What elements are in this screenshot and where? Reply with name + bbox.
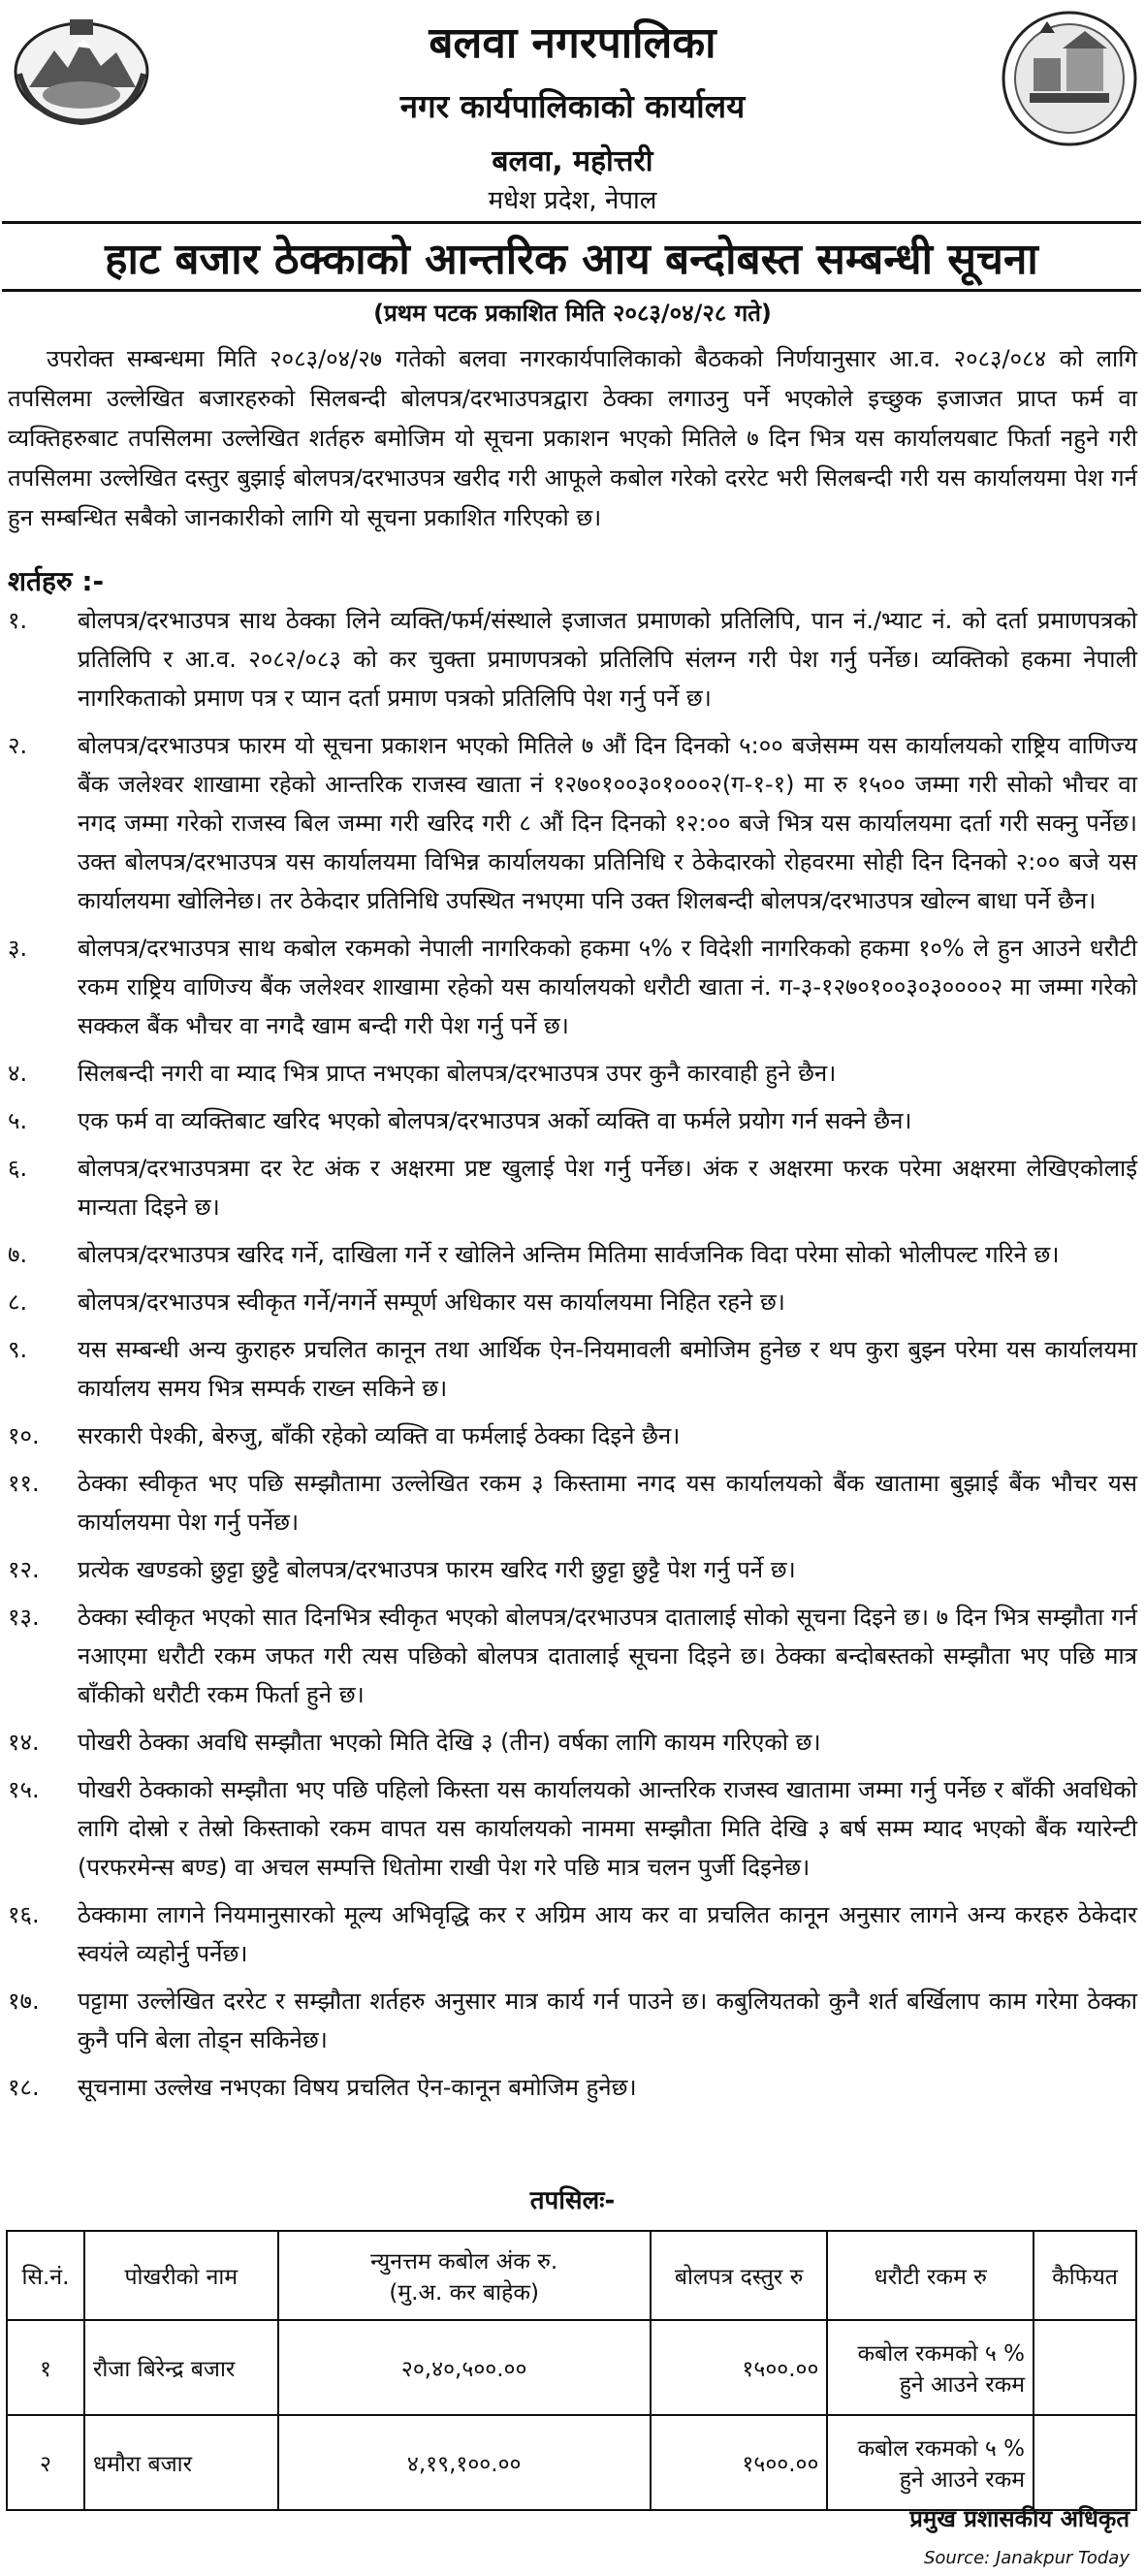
condition-number: २.: [8, 732, 28, 759]
condition-number: ५.: [8, 1107, 28, 1134]
condition-number: १८.: [8, 2074, 40, 2101]
condition-number: ९.: [8, 1336, 28, 1363]
publication-date: (प्रथम पटक प्रकाशित मिति २०८३/०४/२८ गते): [373, 300, 772, 327]
condition-text: बोलपत्र/दरभाउपत्र खरिद गर्ने, दाखिला गर्ने र खोलिने अन्तिम मितिमा सार्वजनिक विदा परेमा सोको भोलीपल्ट गरिने छ।: [78, 1241, 1060, 1268]
source-credit: Source: Janakpur Today: [923, 2548, 1129, 2568]
condition-number: ११.: [8, 1470, 40, 1497]
condition-item: [8, 1723, 1137, 1762]
condition-number: ३.: [8, 935, 28, 962]
condition-text: बोलपत्र/दरभाउपत्र साथ कबोल रकमको नेपाली नागरिकको हकमा ५% र विदेशी नागरिकको हकमा १०% ले हुन आउने धरौटी रकम राष्ट्रिय वाणिज्य बैंक जलेश्वर शाखामा रहेको यस कार्यालयको धरौटी खाता नं. ग-३-१२७०१००३०३००००२ मा जम्मा गरेको सक्कल बैंक भौचर वा नगदै खाम बन्दी गरी पेश गर्नु पर्ने छ।: [78, 935, 1137, 1039]
condition-text: सिलबन्दी नगरी वा म्याद भित्र प्राप्त नभएका बोलपत्र/दरभाउपत्र उपर कुनै कारवाही हुने छैन।: [78, 1060, 837, 1087]
condition-number: १४.: [8, 1729, 40, 1756]
condition-item: [8, 601, 1137, 717]
condition-text: सरकारी पेश्की, बेरुजु, बाँकी रहेको व्यक्ति वा फर्मलाई ठेक्का दिइने छैन।: [78, 1422, 681, 1449]
conditions-list: [8, 601, 1137, 2115]
condition-number: १०.: [8, 1422, 40, 1449]
schedule-heading: तपसिलः-: [529, 2186, 616, 2215]
cell-deposit: कबोल रकमको ५ % हुने आउने रकम: [827, 2415, 1034, 2510]
notice-title-text: हाट बजार ठेक्काको आन्तरिक आय बन्दोबस्त सम्बन्धी सूचना: [105, 234, 1038, 284]
condition-item: [8, 1464, 1137, 1542]
municipality-name: बलवा नगरपालिका: [429, 18, 716, 68]
cell-name: रौजा बिरेन्द्र बजार: [84, 2320, 278, 2415]
schedule-table: [6, 2230, 1137, 2511]
condition-text: एक फर्म वा व्यक्तिबाट खरिद भएको बोलपत्र/दरभाउपत्र अर्को व्यक्ति वा फर्मले प्रयोग गर्न सक्ने छैन।: [78, 1107, 912, 1134]
condition-text: पोखरी ठेक्काको सम्झौता भए पछि पहिलो किस्ता यस कार्यालयको आन्तरिक राजस्व खातामा जम्मा गर्नु पर्नेछ र बाँकी अवधिको लागि दोस्रो र तेस्रो किस्ताको रकम वापत यस कार्यालयको नाममा सम्झौता मिति देखि ३ बर्ष सम्म म्याद भएको बैंक ग्यारेन्टी (परफरमेन्स बण्ड) वा अचल सम्पत्ति धितोमा राखी पेश गरे पछि मात्र चलन पुर्जी दिइनेछ।: [78, 1776, 1137, 1881]
col-name: पोखरीको नाम: [84, 2231, 278, 2320]
condition-text: बोलपत्र/दरभाउपत्र फारम यो सूचना प्रकाशन भएको मितिले ७ औं दिन दिनको ५:०० बजेसम्म यस कार्यालयको राष्ट्रिय वाणिज्य बैंक जलेश्वर शाखामा रहेको आन्तरिक राजस्व खाता नं १२७०१००३०१०००२(ग-१-१) मा रु १५०० जम्मा गरी सोको भौचर वा नगद जम्मा गरेको राजस्व बिल जम्मा गरी खरिद गरी ८ औं दिन दिनको १२:०० बजे भित्र यस कार्यालयमा दर्ता गरी सक्नु पर्नेछ। उक्त बोलपत्र/दरभाउपत्र यस कार्यालयमा विभिन्न कार्यालयका प्रतिनिधि र ठेकेदारको रोहवरमा सोही दिन दिनको २:०० बजे यस कार्यालयमा खोलिनेछ। तर ठेकेदार प्रतिनिधि उपस्थित नभएमा पनि उक्त शिलबन्दी बोलपत्र/दरभाउपत्र खोल्न बाधा पर्ने छैन।: [78, 732, 1137, 914]
cell-fee: १५००.००: [651, 2320, 828, 2415]
condition-item: [8, 1598, 1137, 1714]
cell-fee: १५००.००: [651, 2415, 828, 2510]
col-min-bid-line2: (मु.अ. कर बाहेक): [389, 2280, 539, 2306]
cell-remarks: [1034, 2320, 1136, 2415]
condition-item: [8, 1101, 1137, 1140]
condition-number: १२.: [8, 1556, 40, 1583]
col-fee: बोलपत्र दस्तुर रु: [651, 2231, 828, 2320]
table-header-row: [7, 2231, 1136, 2320]
condition-text: पट्टामा उल्लेखित दररेट र सम्झौता शर्तहरु अनुसार मात्र कार्य गर्न पाउने छ। कबुलियतको कुनै शर्त बर्खिलाप काम गरेमा ठेक्का कुनै पनि बेला तोड्न सकिनेछ।: [78, 1988, 1137, 2053]
condition-text: प्रत्येक खण्डको छुट्टा छुट्टै बोलपत्र/दरभाउपत्र फारम खरिद गरी छुट्टा छुट्टै पेश गर्नु पर्ने छ।: [78, 1556, 796, 1583]
cell-min-bid: ४,१९,१००.००: [278, 2415, 651, 2510]
col-min-bid: [278, 2231, 651, 2320]
condition-item: [8, 1149, 1137, 1226]
condition-item: [8, 1416, 1137, 1455]
condition-item: [8, 1770, 1137, 1887]
office-name: नगर कार्यपालिकाको कार्यालय: [399, 87, 746, 125]
table-row: [7, 2415, 1136, 2510]
province-line: मधेश प्रदेश, नेपाल: [488, 186, 657, 215]
condition-item: [8, 2068, 1137, 2107]
table-row: [7, 2320, 1136, 2415]
cell-min-bid: २०,४०,५००.००: [278, 2320, 651, 2415]
col-remarks: कैफियत: [1034, 2231, 1136, 2320]
condition-item: [8, 1283, 1137, 1321]
condition-text: ठेक्का स्वीकृत भए पछि सम्झौतामा उल्लेखित रकम ३ किस्तामा नगद यस कार्यालयको बैंक खातामा बुझाई बैंक भौचर यस कार्यालयमा पेश गर्नु पर्नेछ।: [78, 1470, 1137, 1536]
municipality-logo-icon: [1001, 10, 1138, 147]
notice-title: [2, 221, 1141, 292]
intro-paragraph: उपरोक्त सम्बन्धमा मिति २०८३/०४/२७ गतेको बलवा नगरकार्यपालिकाको बैठकको निर्णयानुसार आ.व. २०८३/०८४ को लागि तपसिलमा उल्लेखित बजारहरुको सिलबन्दी बोलपत्र/दरभाउपत्रद्वारा ठेक्का लगाउनु पर्ने भएकोले इच्छुक इजाजत प्राप्त फर्म वा व्यक्तिहरुबाट तपसिलमा उल्लेखित शर्तहरु बमोजिम यो सूचना प्रकाशन भएको मितिले ७ दिन भित्र यस कार्यालयबाट फिर्ता नहुने गरी तपसिलमा उल्लेखित दस्तुर बुझाई बोलपत्र/दरभाउपत्र खरीद गरी आफूले कबोल गरेको दररेट भरी सिलबन्दी गरी यस कार्यालयमा पेश गर्न हुन सम्बन्धित सबैको जानकारीको लागि यो सूचना प्रकाशित गरिएको छ।: [8, 345, 1137, 531]
condition-item: [8, 1054, 1137, 1093]
condition-number: ८.: [8, 1288, 28, 1316]
condition-text: सूचनामा उल्लेख नभएका विषय प्रचलित ऐन-कानून बमोजिम हुनेछ।: [78, 2074, 637, 2101]
condition-number: १५.: [8, 1776, 40, 1803]
condition-item: [8, 1550, 1137, 1589]
cell-remarks: [1034, 2415, 1136, 2510]
condition-number: ४.: [8, 1060, 28, 1087]
cell-sn: २: [7, 2415, 84, 2510]
col-min-bid-line1: न्युनत्तम कबोल अंक रु.: [370, 2249, 558, 2274]
condition-text: बोलपत्र/दरभाउपत्रमा दर रेट अंक र अक्षरमा प्रष्ट खुलाई पेश गर्नु पर्नेछ। अंक र अक्षरमा फरक परेमा अक्षरमा लेखिएकोलाई मान्यता दिइने छ।: [78, 1155, 1137, 1221]
condition-number: १७.: [8, 1988, 40, 2015]
office-location: बलवा, महोत्तरी: [492, 144, 653, 178]
condition-item: [8, 1982, 1137, 2059]
condition-number: १३.: [8, 1604, 40, 1631]
condition-text: ठेक्कामा लागने नियमानुसारको मूल्य अभिवृद्धि कर र अग्रिम आय कर वा प्रचलित कानून अनुसार लागने अन्य करहरु ठेकेदार स्वयंले व्यहोर्नु पर्नेछ।: [78, 1901, 1137, 1967]
cell-name: धमौरा बजार: [84, 2415, 278, 2510]
cell-deposit: कबोल रकमको ५ % हुने आउने रकम: [827, 2320, 1034, 2415]
condition-text: पोखरी ठेक्का अवधि सम्झौता भएको मिति देखि ३ (तीन) वर्षका लागि कायम गरिएको छ।: [78, 1729, 821, 1756]
condition-item: [8, 1895, 1137, 1973]
condition-text: यस सम्बन्धी अन्य कुराहरु प्रचलित कानून तथा आर्थिक ऐन-नियमावली बमोजिम हुनेछ र थप कुरा बुझ्न परेमा यस कार्यालयमा कार्यालय समय भित्र सम्पर्क राख्न सकिने छ।: [78, 1336, 1137, 1402]
condition-text: बोलपत्र/दरभाउपत्र स्वीकृत गर्ने/नगर्ने सम्पूर्ण अधिकार यस कार्यालयमा निहित रहने छ।: [78, 1288, 785, 1316]
condition-number: ६.: [8, 1155, 28, 1182]
condition-item: [8, 1330, 1137, 1408]
condition-text: ठेक्का स्वीकृत भएको सात दिनभित्र स्वीकृत भएको बोलपत्र/दरभाउपत्र दातालाई सोको सूचना दिइने छ। ७ दिन भित्र सम्झौता गर्न नआएमा धरौटी रकम जफत गरी त्यस पछिको बोलपत्र दातालाई सूचना दिइने छ। ठेक्का बन्दोबस्तको सम्झौता भए पछि मात्र बाँकीको धरौटी रकम फिर्ता हुने छ।: [78, 1604, 1137, 1708]
condition-text: बोलपत्र/दरभाउपत्र साथ ठेक्का लिने व्यक्ति/फर्म/संस्थाले इजाजत प्रमाणको प्रतिलिपि, पान नं./भ्याट नं. को दर्ता प्रमाणपत्रको प्रतिलिपि र आ.व. २०८२/०८३ को कर चुक्ता प्रमाणपत्रको प्रतिलिपि संलग्न गरी पेश गर्नु पर्नेछ। व्यक्तिको हकमा नेपाली नागरिकताको प्रमाण पत्र र प्यान दर्ता प्रमाण पत्रको प्रतिलिपि पेश गर्नु पर्ने छ।: [78, 607, 1137, 712]
col-sn: सि.नं.: [7, 2231, 84, 2320]
signatory-title: प्रमुख प्रशासकीय अधिकृत: [909, 2505, 1129, 2532]
letterhead: [0, 0, 1145, 215]
condition-item: [8, 726, 1137, 920]
condition-number: १.: [8, 607, 28, 634]
condition-item: [8, 1235, 1137, 1274]
col-deposit: धरौटी रकम रु: [827, 2231, 1034, 2320]
condition-item: [8, 929, 1137, 1045]
cell-sn: १: [7, 2320, 84, 2415]
condition-number: १६.: [8, 1901, 40, 1928]
condition-number: ७.: [8, 1241, 28, 1268]
conditions-heading: शर्तहरु :-: [8, 565, 105, 597]
